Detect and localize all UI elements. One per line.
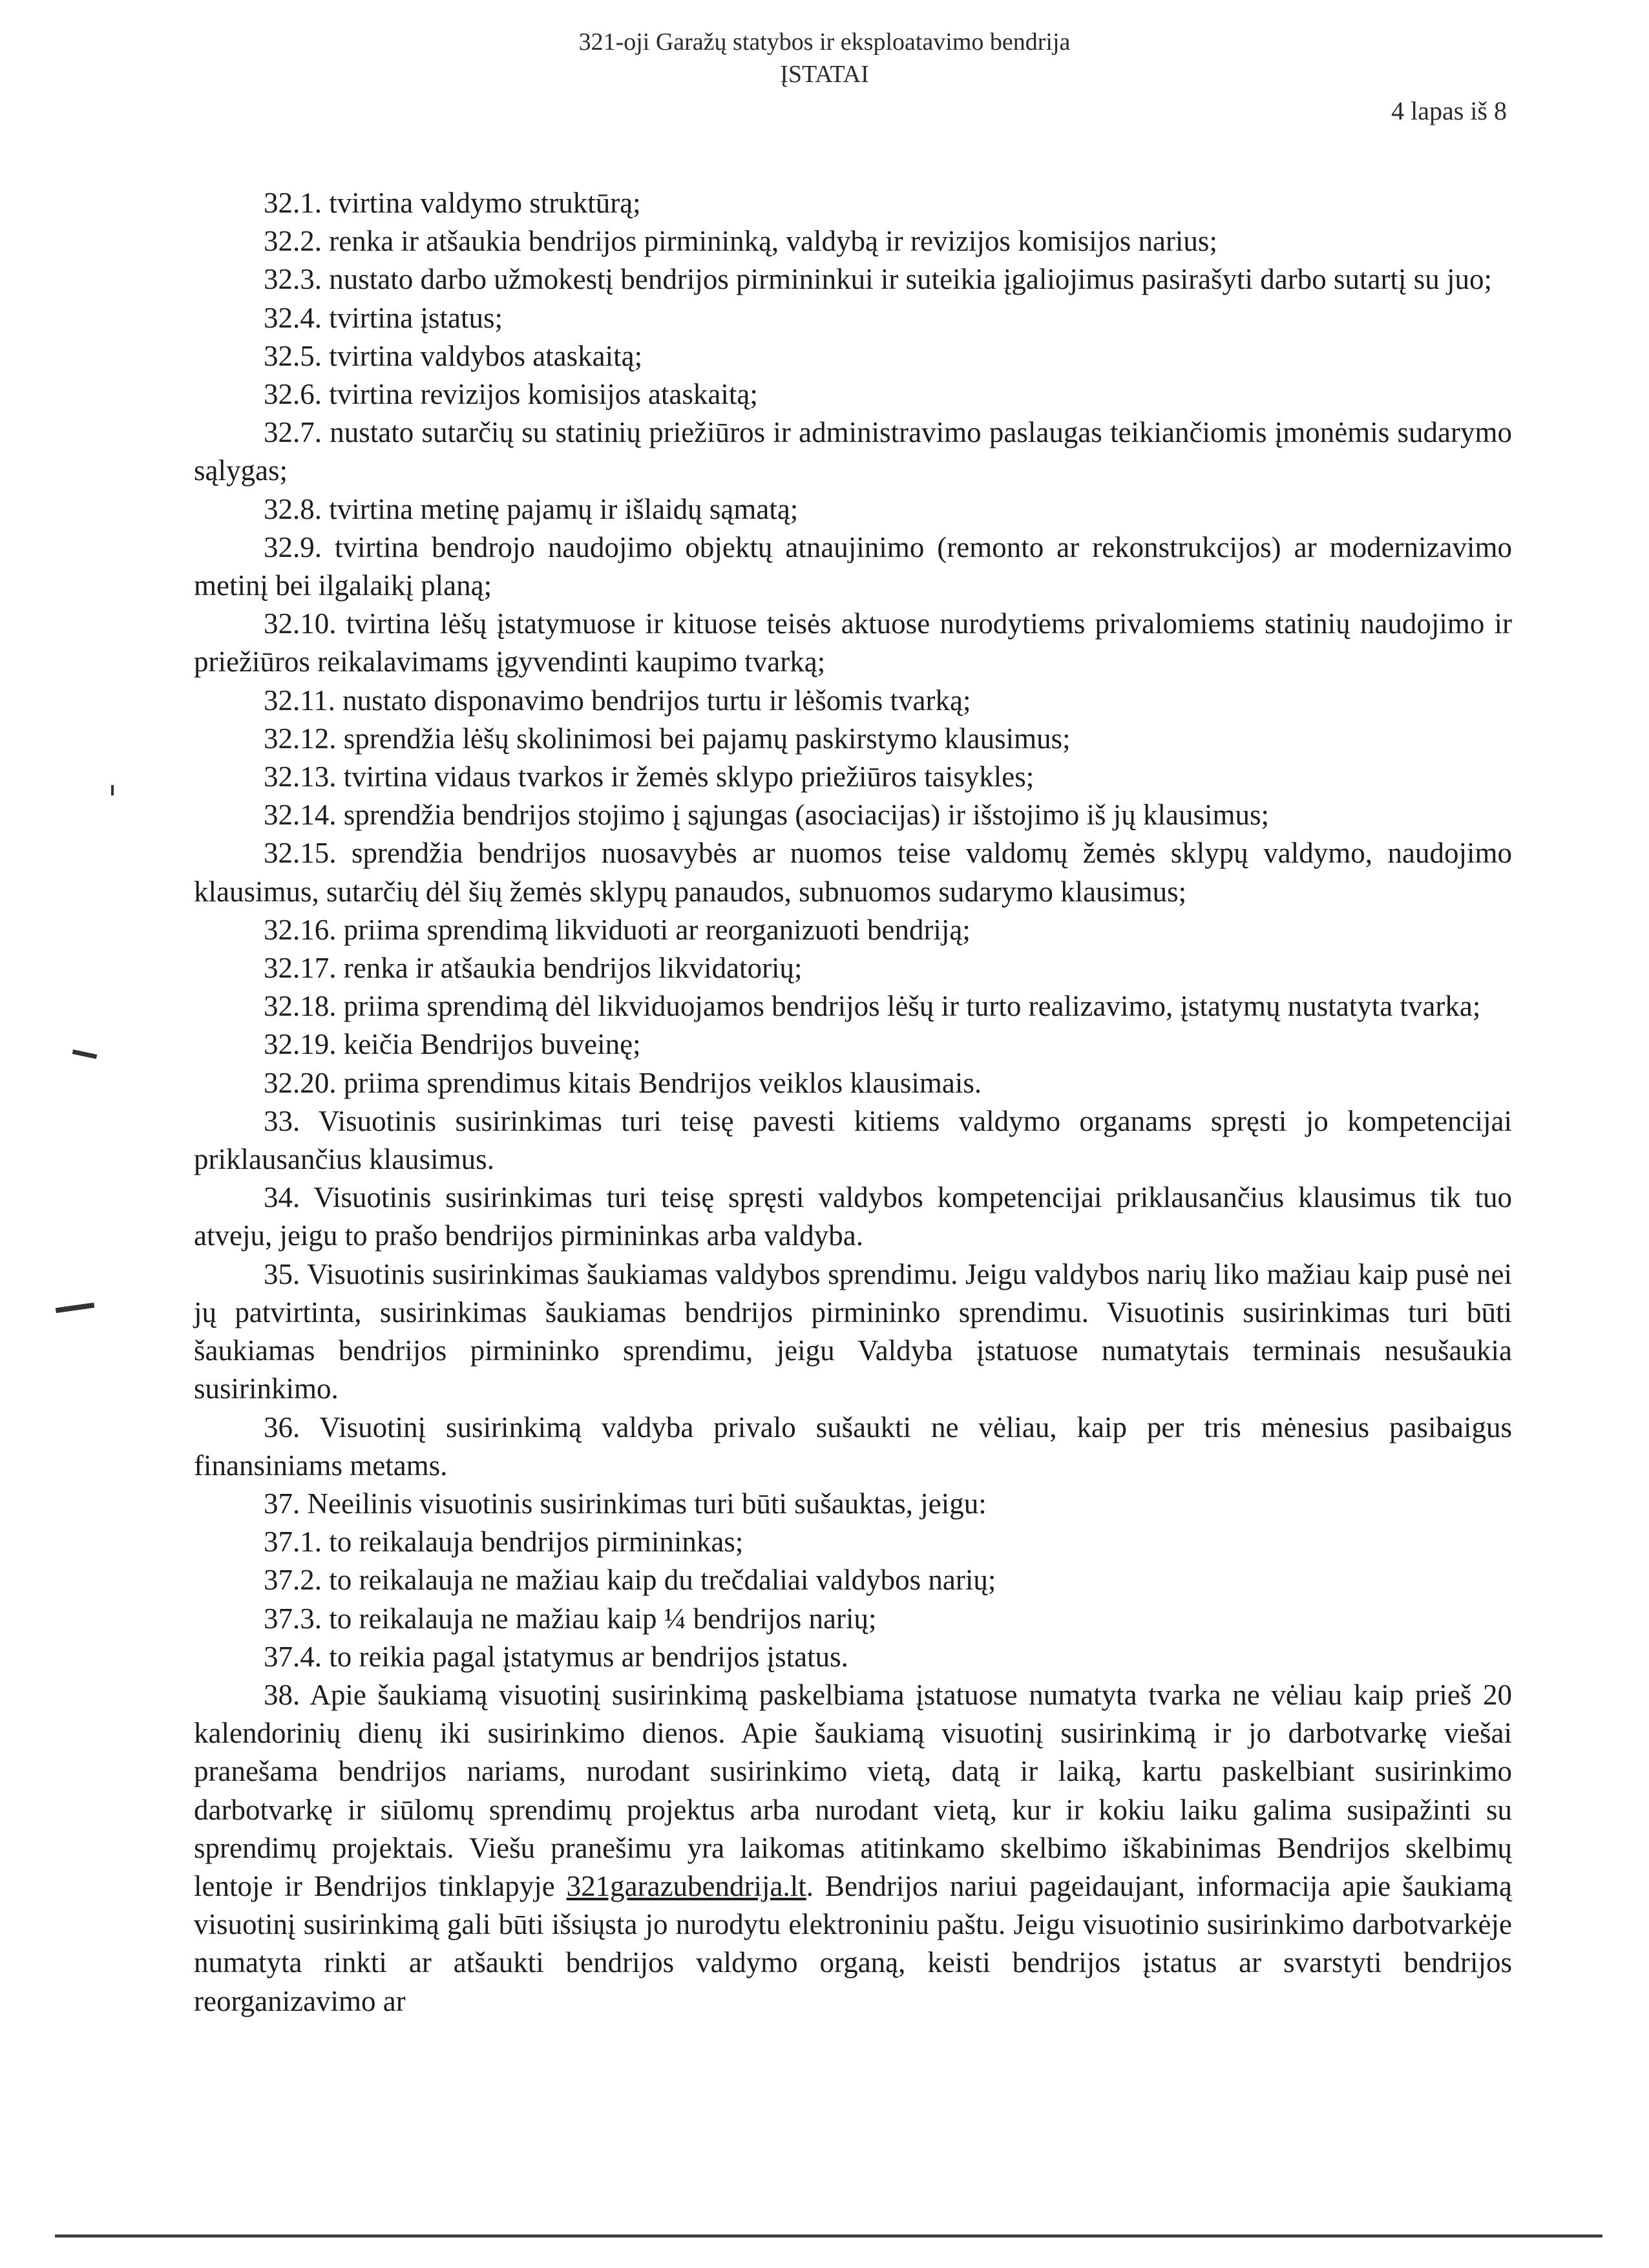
paragraph-32-13: 32.13. tvirtina vidaus tvarkos ir žemės sklypo priežiūros taisykles; [264,761,1035,793]
paragraph-38 [194,1676,1512,2021]
paragraph-32-15: 32.15. sprendžia bendrijos nuosavybės ar nuomos teise valdomų žemės sklypų valdymo, naudojimo klausimus, sutarčių dėl šių žemės sklypų panaudos, subnuomos sudarymo klausimus; [194,837,1512,908]
paragraph-35: 35. Visuotinis susirinkimas šaukiamas valdybos sprendimu. Jeigu valdybos narių liko mažiau kaip pusė nei jų patvirtinta, susirinkimas šaukiamas bendrijos pirmininko sprendimu. Visuotinis susirinkimas turi būti šaukiamas bendrijos pirmininko sprendimu, jeigu Valdyba įstatuose numatytais terminais nesušaukia susirinkimo. [194,1257,1512,1405]
scan-mark-3 [56,1303,95,1313]
paragraph-38-text-end: . Bendrijos nariui pageidaujant, informacija apie šaukiamą visuotinį susirinkimą gali būti išsiųsta jo nurodytu elektroniniu paštu. Jeigu visuotinio susirinkimo darbotvarkėje numatyta rinkti ar atšaukti bendrijos valdymo organą, keisti bendrijos įstatus ar svarstyti bendrijos reorganizavimo ar [194,1869,1513,2017]
paragraph-37-2: 37.2. to reikalauja ne mažiau kaip du trečdaliai valdybos narių; [264,1564,996,1597]
paragraph-32-20: 32.20. priima sprendimus kitais Bendrijos veiklos klausimais. [264,1066,982,1099]
paragraph-34: 34. Visuotinis susirinkimas turi teisę spręsti valdybos kompetencijai priklausančius klausimus tik tuo atveju, jeigu to prašo bendrijos pirmininkas arba valdyba. [194,1181,1512,1252]
paragraph-32-1: 32.1. tvirtina valdymo struktūrą; [264,187,641,219]
footer-rule [55,2234,1602,2238]
page-number: 4 lapas iš 8 [1391,96,1507,125]
paragraph-32-8: 32.8. tvirtina metinę pajamų ir išlaidų sąmatą; [264,492,799,525]
paragraph-36: 36. Visuotinį susirinkimą valdyba privalo sušaukti ne vėliau, kaip per tris mėnesius pasibaigus finansiniams metams. [194,1411,1512,1482]
website-link[interactable]: 321garazubendrija.lt [566,1869,806,1902]
paragraph-32-14: 32.14. sprendžia bendrijos stojimo į sąjungas (asociacijas) ir išstojimo iš jų klausimus; [264,799,1270,832]
document-body [194,184,1512,2021]
paragraph-37-4: 37.4. to reikia pagal įstatymus ar bendrijos įstatus. [264,1640,848,1673]
paragraph-32-17: 32.17. renka ir atšaukia bendrijos likvidatorių; [264,952,803,985]
scan-mark-1 [111,785,114,795]
paragraph-32-9: 32.9. tvirtina bendrojo naudojimo objektų atnaujinimo (remonto ar rekonstrukcijos) ar modernizavimo metinį bei ilgalaikį planą; [194,530,1512,602]
paragraph-32-19: 32.19. keičia Bendrijos buveinę; [264,1028,641,1061]
paragraph-33: 33. Visuotinis susirinkimas turi teisę pavesti kitiems valdymo organams spręsti jo kompetencijai priklausančius klausimus. [194,1104,1512,1176]
paragraph-37: 37. Neeilinis visuotinis susirinkimas turi būti sušauktas, jeigu: [264,1487,987,1520]
header-organization: 321-oji Garažų statybos ir eksploatavimo bendrija [578,28,1071,56]
paragraph-32-16: 32.16. priima sprendimą likviduoti ar reorganizuoti bendriją; [264,913,971,946]
paragraph-32-2: 32.2. renka ir atšaukia bendrijos pirmininką, valdybą ir revizijos komisijos narius; [264,225,1217,258]
paragraph-32-6: 32.6. tvirtina revizijos komisijos ataskaitą; [264,378,758,411]
header-title: ĮSTATAI [780,61,869,88]
paragraph-32-11: 32.11. nustato disponavimo bendrijos turtu ir lėšomis tvarką; [264,684,971,717]
paragraph-32-4: 32.4. tvirtina įstatus; [264,301,503,334]
paragraph-38-text-start: 38. Apie šaukiamą visuotinį susirinkimą paskelbiama įstatuose numatyta tvarka ne vėliau kaip prieš 20 kalendorinių dienų iki susirinkimo dienos. Apie šaukiamą visuotinį susirinkimą ir jo darbotvarkę viešai pranešama bendrijos nariams, nurodant susirinkimo vietą, datą ir laiką, kartu paskelbiant susirinkimo darbotvarkę ir siūlomų sprendimų projektus arba nurodant vietą, kur ir kokiu laiku galima susipažinti su sprendimų projektais. Viešu pranešimu yra laikomas atitinkamo skelbimo iškabinimas Bendrijos skelbimų lentoje ir Bendrijos tinklapyje [194,1678,1512,1902]
paragraph-32-10: 32.10. tvirtina lėšų įstatymuose ir kituose teisės aktuose nurodytiems privalomiems statinių naudojimo ir priežiūros reikalavimams įgyvendinti kaupimo tvarką; [194,607,1512,678]
scan-mark-2 [72,1049,98,1059]
paragraph-32-18: 32.18. priima sprendimą dėl likviduojamos bendrijos lėšų ir turto realizavimo, įstatymų nustatyta tvarka; [264,990,1481,1023]
paragraph-32-12: 32.12. sprendžia lėšų skolinimosi bei pajamų paskirstymo klausimus; [264,722,1071,755]
document-header [0,26,1649,90]
paragraph-37-3: 37.3. to reikalauja ne mažiau kaip ¼ bendrijos narių; [264,1602,877,1635]
paragraph-37-1: 37.1. to reikalauja bendrijos pirmininkas; [264,1526,744,1559]
paragraph-32-7: 32.7. nustato sutarčių su statinių priežiūros ir administravimo paslaugas teikiančiomis įmonėmis sudarymo sąlygas; [194,416,1512,487]
paragraph-32-3: 32.3. nustato darbo užmokestį bendrijos pirmininkui ir suteikia įgaliojimus pasirašyti darbo sutartį su juo; [264,263,1493,296]
paragraph-32-5: 32.5. tvirtina valdybos ataskaitą; [264,339,643,372]
